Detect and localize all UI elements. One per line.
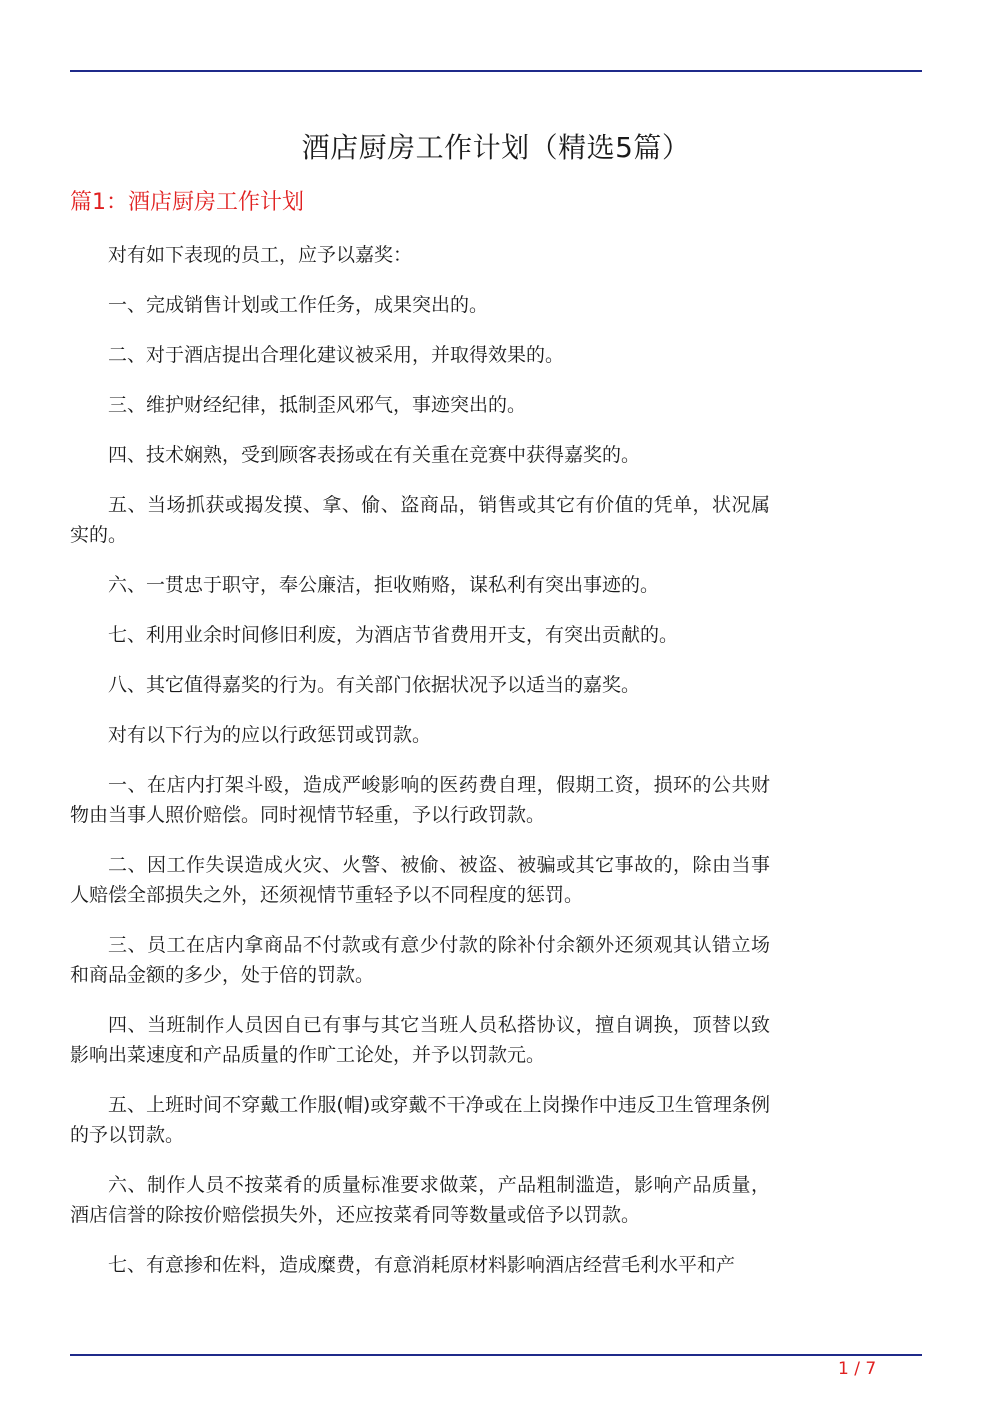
paragraph: 五、上班时间不穿戴工作服(帽)或穿戴不干净或在上岗操作中违反卫生管理条例的予以罚款。: [70, 1094, 770, 1146]
paragraph: 八、其它值得嘉奖的行为。有关部门依据状况予以适当的嘉奖。: [108, 674, 641, 696]
paragraph: 一、在店内打架斗殴，造成严峻影响的医药费自理，假期工资，损环的公共财物由当事人照价赔偿。同时视情节轻重，予以行政罚款。: [70, 774, 770, 826]
paragraph: 二、因工作失误造成火灾、火警、被偷、被盗、被骗或其它事故的，除由当事人赔偿全部损失之外，还须视情节重轻予以不同程度的惩罚。: [70, 854, 770, 906]
document-title: 酒店厨房工作计划（精选5篇）: [301, 131, 691, 164]
paragraph: 对有如下表现的员工，应予以嘉奖：: [108, 244, 413, 266]
paragraph: 一、完成销售计划或工作任务，成果突出的。: [108, 294, 489, 316]
footer-rule: [70, 1354, 922, 1356]
section-heading: 篇1：酒店厨房工作计划: [70, 190, 304, 215]
document-body: [70, 240, 770, 1300]
header-rule: [70, 70, 922, 72]
paragraph: 二、对于酒店提出合理化建议被采用，并取得效果的。: [108, 344, 565, 366]
paragraph: 七、利用业余时间修旧利废，为酒店节省费用开支，有突出贡献的。: [108, 624, 679, 646]
paragraph: 三、维护财经纪律，抵制歪风邪气，事迹突出的。: [108, 394, 527, 416]
paragraph: 四、技术娴熟，受到顾客表扬或在有关重在竞赛中获得嘉奖的。: [108, 444, 641, 466]
paragraph: 六、一贯忠于职守，奉公廉洁，拒收贿赂，谋私利有突出事迹的。: [108, 574, 660, 596]
page-number: 1 / 7: [838, 1359, 877, 1379]
paragraph: 对有以下行为的应以行政惩罚或罚款。: [108, 724, 432, 746]
paragraph: 六、制作人员不按菜肴的质量标准要求做菜，产品粗制滥造，影响产品质量，酒店信誉的除按价赔偿损失外，还应按菜肴同等数量或倍予以罚款。: [70, 1174, 770, 1226]
paragraph: 七、有意掺和佐料，造成糜费，有意消耗原材料影响酒店经营毛利水平和产: [108, 1254, 736, 1276]
paragraph: 四、当班制作人员因自已有事与其它当班人员私搭协议，擅自调换，顶替以致影响出菜速度和产品质量的作旷工论处，并予以罚款元。: [70, 1014, 770, 1066]
paragraph: 三、员工在店内拿商品不付款或有意少付款的除补付余额外还须观其认错立场和商品金额的多少，处于倍的罚款。: [70, 934, 770, 986]
paragraph: 五、当场抓获或揭发摸、拿、偷、盗商品，销售或其它有价值的凭单，状况属实的。: [70, 494, 770, 546]
